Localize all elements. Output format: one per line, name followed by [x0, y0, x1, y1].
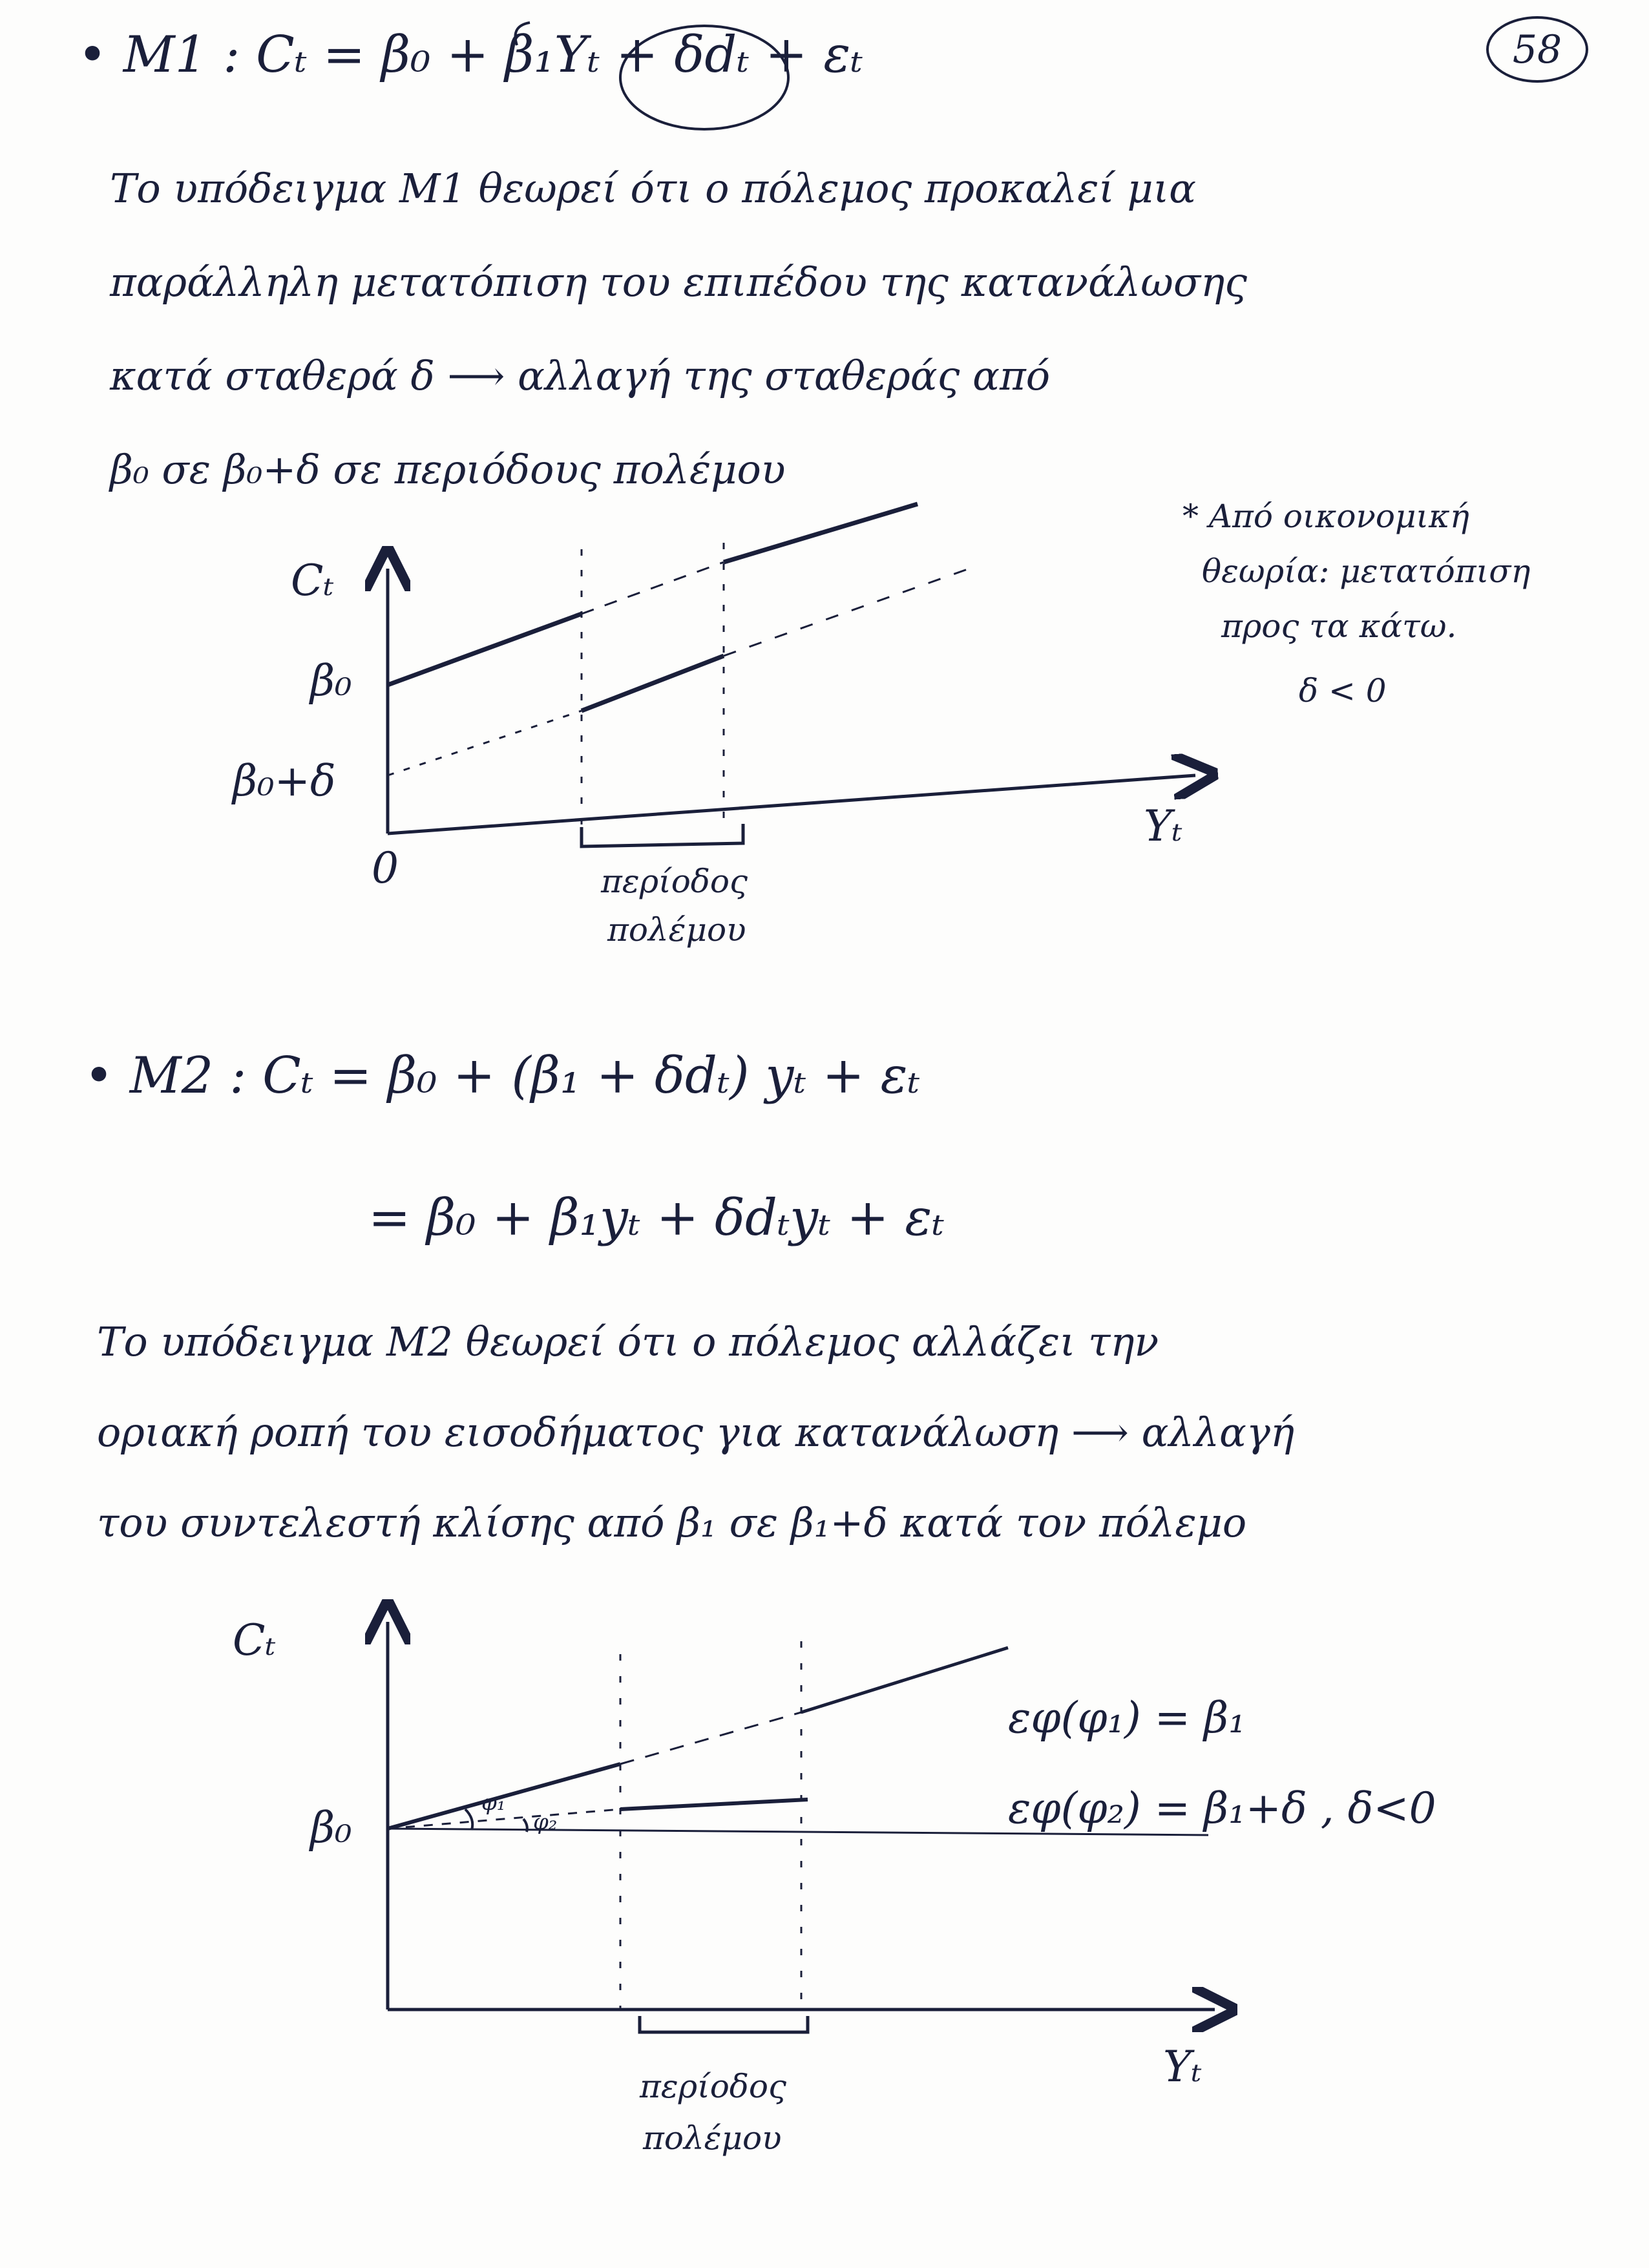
m2-phi2-label: φ₂: [533, 1809, 558, 1835]
m1-text-line-2: παράλληλη μετατόπιση του επιπέδου της κατανάλωσης: [110, 258, 1248, 306]
m1-note-line-4: δ < 0: [1299, 672, 1387, 709]
m2-period-label-2: πολέμου: [643, 2119, 782, 2157]
m2-y-axis-label: Cₜ: [233, 1615, 276, 1665]
m2-equation-line-1: • M2 : Cₜ = β₀ + (β₁ + δdₜ) yₜ + εₜ: [84, 1047, 920, 1105]
m1-origin-label: 0: [372, 843, 399, 893]
m2-period-label-1: περίοδος: [640, 2068, 787, 2105]
m2-war-bracket: [640, 2016, 808, 2032]
m1-text-line-3: κατά σταθερά δ ⟶ αλλαγή της σταθεράς από: [110, 352, 1051, 399]
m2-line-beta1-dashed: [620, 1712, 801, 1764]
m2-intercept-label: β₀: [310, 1803, 352, 1853]
m2-slope2-label: εφ(φ₂) = β₁+δ , δ<0: [1008, 1783, 1436, 1833]
m1-equation: • M1 : Cₜ = β₀ + β₁Yₜ + δdₜ + εₜ: [78, 26, 863, 84]
m2-equation-line-2: = β₀ + β₁yₜ + δdₜyₜ + εₜ: [368, 1189, 945, 1247]
m1-period-label-2: πολέμου: [607, 911, 746, 949]
m2-angle-arc-phi1: [465, 1809, 472, 1830]
m1-x-axis-label: Yₜ: [1144, 801, 1182, 851]
m1-period-label-1: περίοδος: [601, 863, 748, 900]
m1-y-axis-label: Cₜ: [291, 556, 334, 605]
m1-shifted-intercept-label: β₀+δ: [233, 756, 336, 806]
m2-text-line-2: οριακή ροπή του εισοδήματος για κατανάλωση ⟶ αλλαγή: [97, 1409, 1295, 1456]
m1-note-line-1: * Από οικονομική: [1182, 498, 1469, 535]
m1-text-line-1: Το υπόδειγμα M1 θεωρεί ότι ο πόλεμος προκαλεί μια: [110, 165, 1196, 212]
m1-intercept-label: β₀: [310, 656, 352, 706]
m2-text-line-3: του συντελεστή κλίσης από β₁ σε β₁+δ κατά τον πόλεμο: [97, 1499, 1247, 1546]
m2-text-line-1: Το υπόδειγμα M2 θεωρεί ότι ο πόλεμος αλλάζει την: [97, 1318, 1159, 1365]
m2-x-axis-label: Yₜ: [1163, 2042, 1202, 2092]
m1-text-line-4: β₀ σε β₀+δ σε περιόδους πολέμου: [110, 446, 786, 493]
m2-line-beta1delta-solid: [620, 1800, 808, 1809]
m2-phi1-label: φ₁: [481, 1790, 506, 1816]
page-number: 58: [1486, 16, 1588, 83]
m2-slope1-label: εφ(φ₁) = β₁: [1008, 1693, 1246, 1743]
m1-note-line-2: θεωρία: μετατόπιση: [1202, 552, 1531, 590]
m1-note-line-3: προς τα κάτω.: [1221, 607, 1457, 645]
m2-line-beta1-solid-2: [801, 1648, 1008, 1712]
